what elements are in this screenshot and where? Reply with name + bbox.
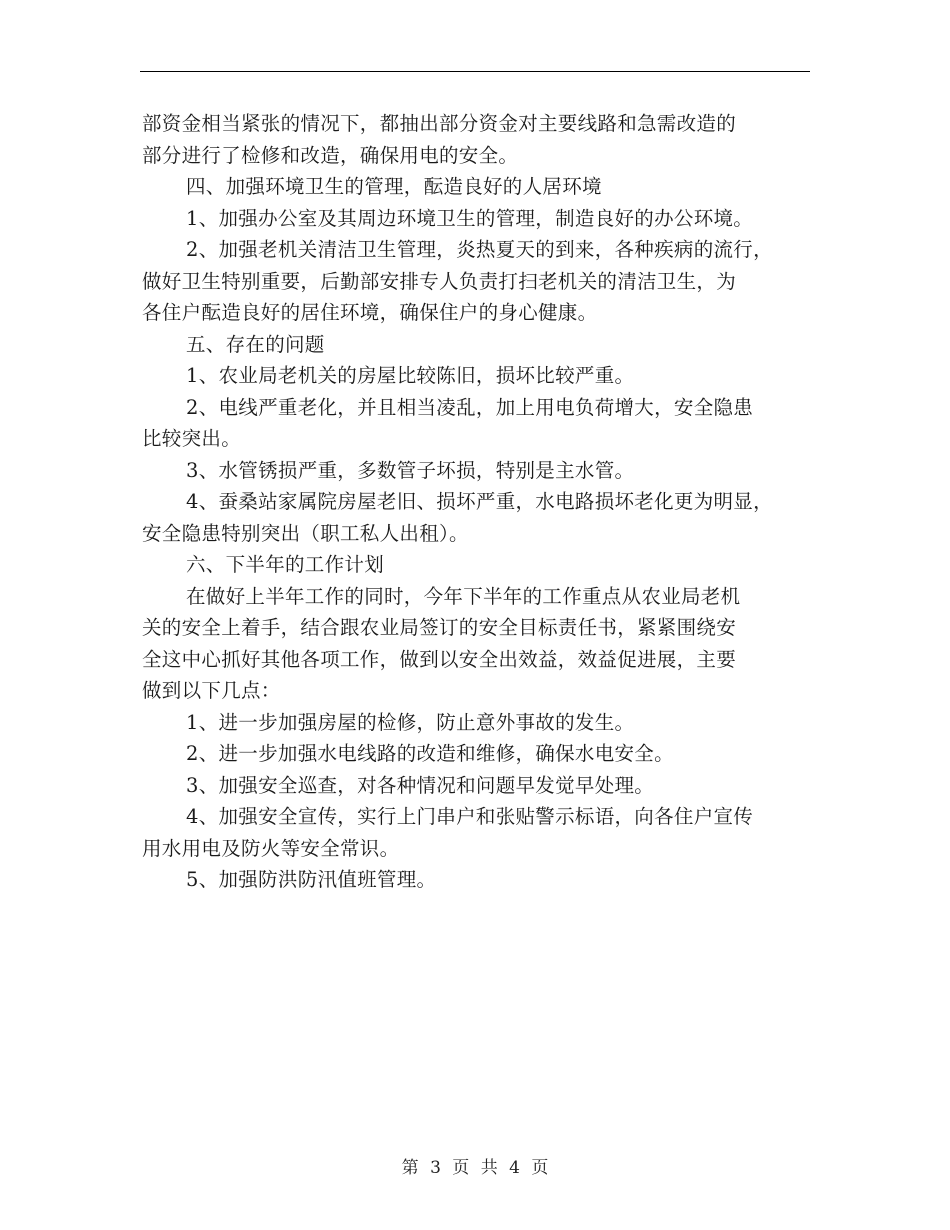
text-line: 3、水管锈损严重，多数管子坏损，特别是主水管。 [186, 458, 635, 482]
document-body [142, 108, 822, 896]
text-line: 比较突出。 [142, 427, 242, 450]
text-line: 部资金相当紧张的情况下，都抽出部分资金对主要线路和急需改造的 [142, 112, 737, 135]
footer-total-pages: 4 [509, 1158, 520, 1178]
footer-total-word: 共 [480, 1158, 498, 1178]
text-line: 做好卫生特别重要，后勤部安排专人负责打扫老机关的清洁卫生，为 [142, 269, 737, 293]
text-line: 4、蚕桑站家属院房屋老旧、损坏严重，水电路损坏老化更为明显， [186, 490, 773, 513]
footer-page-number: 3 [430, 1158, 441, 1178]
text-line: 1、进一步加强房屋的检修，防止意外事故的发生。 [186, 710, 635, 734]
text-line: 全这中心抓好其他各项工作，做到以安全出效益，效益促进展，主要 [142, 647, 737, 671]
text-line: 五、存在的问题 [186, 332, 325, 356]
text-line: 2、进一步加强水电线路的改造和维修，确保水电安全。 [186, 742, 674, 765]
text-line: 四、加强环境卫生的管理，酝造良好的人居环境 [186, 175, 602, 198]
footer-page-word: 页 [452, 1158, 470, 1178]
text-line: 部分进行了检修和改造，确保用电的安全。 [142, 143, 519, 167]
text-line: 5、加强防洪防汛值班管理。 [186, 868, 437, 891]
text-line: 做到以下几点： [142, 679, 281, 702]
text-line: 1、农业局老机关的房屋比较陈旧，损坏比较严重。 [186, 364, 635, 387]
text-line: 安全隐患特别突出（职工私人出租）。 [142, 521, 469, 545]
text-line: 3、加强安全巡查，对各种情况和问题早发觉早处理。 [186, 773, 655, 797]
footer-suffix: 页 [531, 1158, 549, 1178]
page-footer [0, 1153, 950, 1178]
text-line: 2、电线严重老化，并且相当凌乱，加上用电负荷增大，安全隐患 [186, 395, 754, 419]
text-line: 2、加强老机关清洁卫生管理，炎热夏天的到来，各种疾病的流行， [186, 238, 773, 261]
header-rule [140, 71, 810, 72]
text-line: 六、下半年的工作计划 [186, 553, 385, 576]
text-line: 关的安全上着手，结合跟农业局签订的安全目标责任书，紧紧围绕安 [142, 616, 737, 639]
text-line: 用水用电及防火等安全常识。 [142, 836, 400, 860]
footer-prefix: 第 [401, 1158, 419, 1178]
text-line: 各住户酝造良好的居住环境，确保住户的身心健康。 [142, 301, 598, 324]
text-line: 4、加强安全宣传，实行上门串户和张贴警示标语，向各住户宣传 [186, 805, 754, 828]
text-line: 在做好上半年工作的同时，今年下半年的工作重点从农业局老机 [186, 584, 741, 608]
text-line: 1、加强办公室及其周边环境卫生的管理，制造良好的办公环境。 [186, 206, 754, 230]
